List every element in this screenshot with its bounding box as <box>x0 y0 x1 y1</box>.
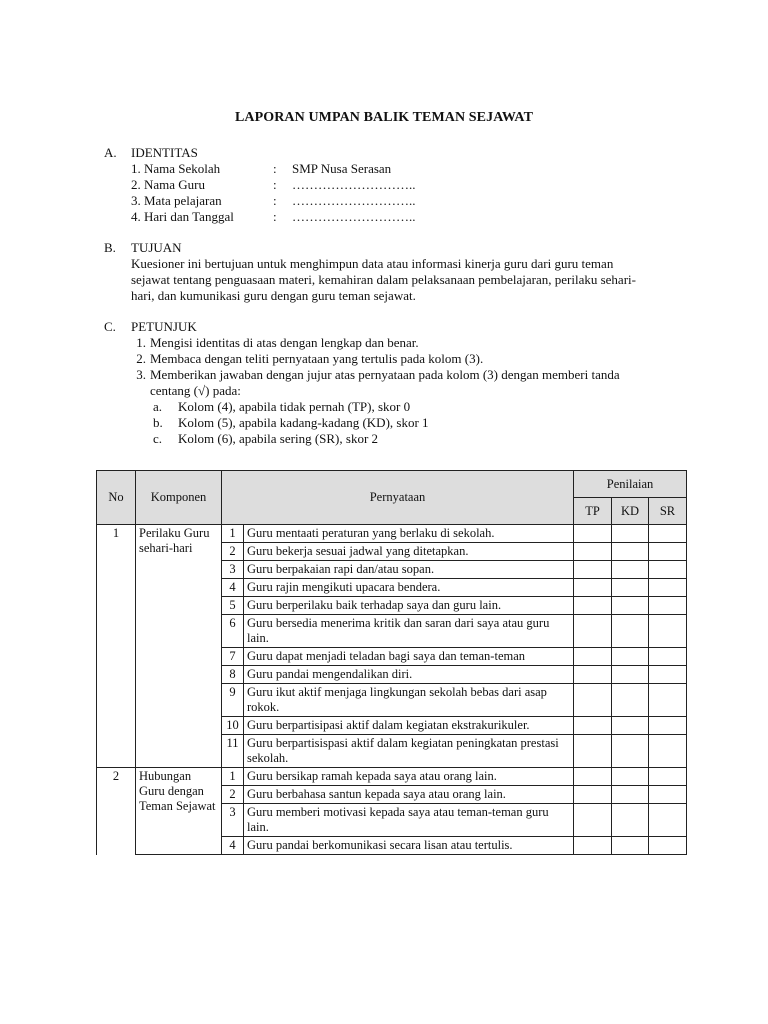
identity-colon: : <box>273 161 277 176</box>
item-index: 2 <box>222 543 244 561</box>
kd-cell[interactable] <box>612 786 649 804</box>
option-letter: b. <box>153 415 163 430</box>
kd-cell[interactable] <box>612 648 649 666</box>
sr-cell[interactable] <box>649 735 687 768</box>
sr-cell[interactable] <box>649 837 687 855</box>
header-penilaian: Penilaian <box>574 471 687 498</box>
document-title: LAPORAN UMPAN BALIK TEMAN SEJAWAT <box>234 110 534 125</box>
item-statement: Guru dapat menjadi teladan bagi saya dan teman-teman <box>244 648 574 666</box>
item-statement: Guru pandai mengendalikan diri. <box>244 666 574 684</box>
item-index: 10 <box>222 717 244 735</box>
item-index: 4 <box>222 579 244 597</box>
kd-cell[interactable] <box>612 837 649 855</box>
item-statement: Guru ikut aktif menjaga lingkungan sekolah bebas dari asap rokok. <box>244 684 574 717</box>
identity-colon: : <box>273 177 277 192</box>
identity-colon: : <box>273 209 277 224</box>
kd-cell[interactable] <box>612 579 649 597</box>
item-statement: Guru bekerja sesuai jadwal yang ditetapkan. <box>244 543 574 561</box>
kd-cell[interactable] <box>612 561 649 579</box>
tp-cell[interactable] <box>574 717 612 735</box>
table-row <box>97 525 687 543</box>
tp-cell[interactable] <box>574 768 612 786</box>
tp-cell[interactable] <box>574 684 612 717</box>
option-text: Kolom (4), apabila tidak pernah (TP), skor 0 <box>178 399 411 414</box>
kd-cell[interactable] <box>612 804 649 837</box>
header-komponen: Komponen <box>136 471 222 525</box>
tp-cell[interactable] <box>574 666 612 684</box>
kd-cell[interactable] <box>612 615 649 648</box>
identity-colon: : <box>273 193 277 208</box>
instruction-text: Membaca dengan teliti pernyataan yang tertulis pada kolom (3). <box>150 351 484 366</box>
header-kd: KD <box>612 498 649 525</box>
item-statement: Guru bersedia menerima kritik dan saran dari saya atau guru lain. <box>244 615 574 648</box>
kd-cell[interactable] <box>612 666 649 684</box>
tp-cell[interactable] <box>574 597 612 615</box>
tp-cell[interactable] <box>574 735 612 768</box>
kd-cell[interactable] <box>612 543 649 561</box>
option-text: Kolom (6), apabila sering (SR), skor 2 <box>178 431 379 446</box>
section-b-letter: B. <box>104 240 116 255</box>
instruction-number: 1. <box>136 335 146 350</box>
identity-value: ……………………….. <box>292 177 416 192</box>
item-statement: Guru berpakaian rapi dan/atau sopan. <box>244 561 574 579</box>
section-c-heading: PETUNJUK <box>131 319 197 334</box>
item-index: 4 <box>222 837 244 855</box>
tp-cell[interactable] <box>574 561 612 579</box>
item-index: 1 <box>222 525 244 543</box>
item-statement: Guru berpartisipasi aktif dalam kegiatan ekstrakurikuler. <box>244 717 574 735</box>
item-statement: Guru pandai berkomunikasi secara lisan atau tertulis. <box>244 837 574 855</box>
tp-cell[interactable] <box>574 579 612 597</box>
option-text: Kolom (5), apabila kadang-kadang (KD), skor 1 <box>178 415 429 430</box>
kd-cell[interactable] <box>612 735 649 768</box>
sr-cell[interactable] <box>649 525 687 543</box>
instruction-number: 3. <box>136 367 146 382</box>
section-c-letter: C. <box>104 319 116 334</box>
tp-cell[interactable] <box>574 648 612 666</box>
option-letter: a. <box>153 399 163 414</box>
instruction-number: 2. <box>136 351 146 366</box>
sr-cell[interactable] <box>649 597 687 615</box>
item-statement: Guru berpartisispasi aktif dalam kegiatan peningkatan prestasi sekolah. <box>244 735 574 768</box>
assessment-table <box>96 470 687 855</box>
sr-cell[interactable] <box>649 666 687 684</box>
group-number: 2 <box>97 768 136 855</box>
instruction-text: Memberikan jawaban dengan jujur atas pernyataan pada kolom (3) dengan memberi tanda <box>150 367 620 382</box>
option-letter: c. <box>153 431 163 446</box>
identity-label: 2. Nama Guru <box>131 177 206 192</box>
kd-cell[interactable] <box>612 717 649 735</box>
group-komponen: Perilaku Guru sehari-hari <box>136 525 222 768</box>
section-a-heading: IDENTITAS <box>131 145 198 160</box>
sr-cell[interactable] <box>649 561 687 579</box>
identity-label: 1. Nama Sekolah <box>131 161 221 176</box>
item-index: 3 <box>222 804 244 837</box>
item-statement: Guru rajin mengikuti upacara bendera. <box>244 579 574 597</box>
sr-cell[interactable] <box>649 717 687 735</box>
instruction-text: Mengisi identitas di atas dengan lengkap dan benar. <box>150 335 419 350</box>
identity-value: SMP Nusa Serasan <box>292 161 392 176</box>
sr-cell[interactable] <box>649 615 687 648</box>
identity-value: ……………………….. <box>292 193 416 208</box>
tp-cell[interactable] <box>574 837 612 855</box>
kd-cell[interactable] <box>612 525 649 543</box>
section-a-letter: A. <box>104 145 117 160</box>
item-index: 7 <box>222 648 244 666</box>
section-b-heading: TUJUAN <box>131 240 182 255</box>
header-no: No <box>97 471 136 525</box>
kd-cell[interactable] <box>612 597 649 615</box>
item-statement: Guru memberi motivasi kepada saya atau teman-teman guru lain. <box>244 804 574 837</box>
item-index: 5 <box>222 597 244 615</box>
item-index: 9 <box>222 684 244 717</box>
tp-cell[interactable] <box>574 804 612 837</box>
tujuan-line: hari, dan kumunikasi guru dengan guru teman sejawat. <box>131 288 416 303</box>
item-statement: Guru berperilaku baik terhadap saya dan guru lain. <box>244 597 574 615</box>
identity-value: ……………………….. <box>292 209 416 224</box>
sr-cell[interactable] <box>649 579 687 597</box>
item-statement: Guru bersikap ramah kepada saya atau orang lain. <box>244 768 574 786</box>
tujuan-line: Kuesioner ini bertujuan untuk menghimpun data atau informasi kinerja guru dari guru teman <box>131 256 614 271</box>
sr-cell[interactable] <box>649 786 687 804</box>
tujuan-line: sejawat tentang penguasaan materi, kemahiran dalam pelaksanaan pembelajaran, perilaku sehari- <box>131 272 636 287</box>
item-index: 3 <box>222 561 244 579</box>
item-index: 6 <box>222 615 244 648</box>
table-row <box>97 768 687 786</box>
sr-cell[interactable] <box>649 804 687 837</box>
header-tp: TP <box>574 498 612 525</box>
header-sr: SR <box>649 498 687 525</box>
group-number: 1 <box>97 525 136 768</box>
sr-cell[interactable] <box>649 543 687 561</box>
identity-label: 3. Mata pelajaran <box>131 193 222 208</box>
tp-cell[interactable] <box>574 786 612 804</box>
kd-cell[interactable] <box>612 684 649 717</box>
item-index: 8 <box>222 666 244 684</box>
item-statement: Guru berbahasa santun kepada saya atau orang lain. <box>244 786 574 804</box>
item-index: 2 <box>222 786 244 804</box>
sr-cell[interactable] <box>649 768 687 786</box>
identity-label: 4. Hari dan Tanggal <box>131 209 234 224</box>
item-index: 1 <box>222 768 244 786</box>
sr-cell[interactable] <box>649 684 687 717</box>
tp-cell[interactable] <box>574 525 612 543</box>
kd-cell[interactable] <box>612 768 649 786</box>
header-pernyataan: Pernyataan <box>222 471 574 525</box>
item-index: 11 <box>222 735 244 768</box>
sr-cell[interactable] <box>649 648 687 666</box>
instruction-text: centang (√) pada: <box>150 383 241 398</box>
item-statement: Guru mentaati peraturan yang berlaku di sekolah. <box>244 525 574 543</box>
group-komponen: Hubungan Guru dengan Teman Sejawat <box>136 768 222 855</box>
tp-cell[interactable] <box>574 543 612 561</box>
tp-cell[interactable] <box>574 615 612 648</box>
